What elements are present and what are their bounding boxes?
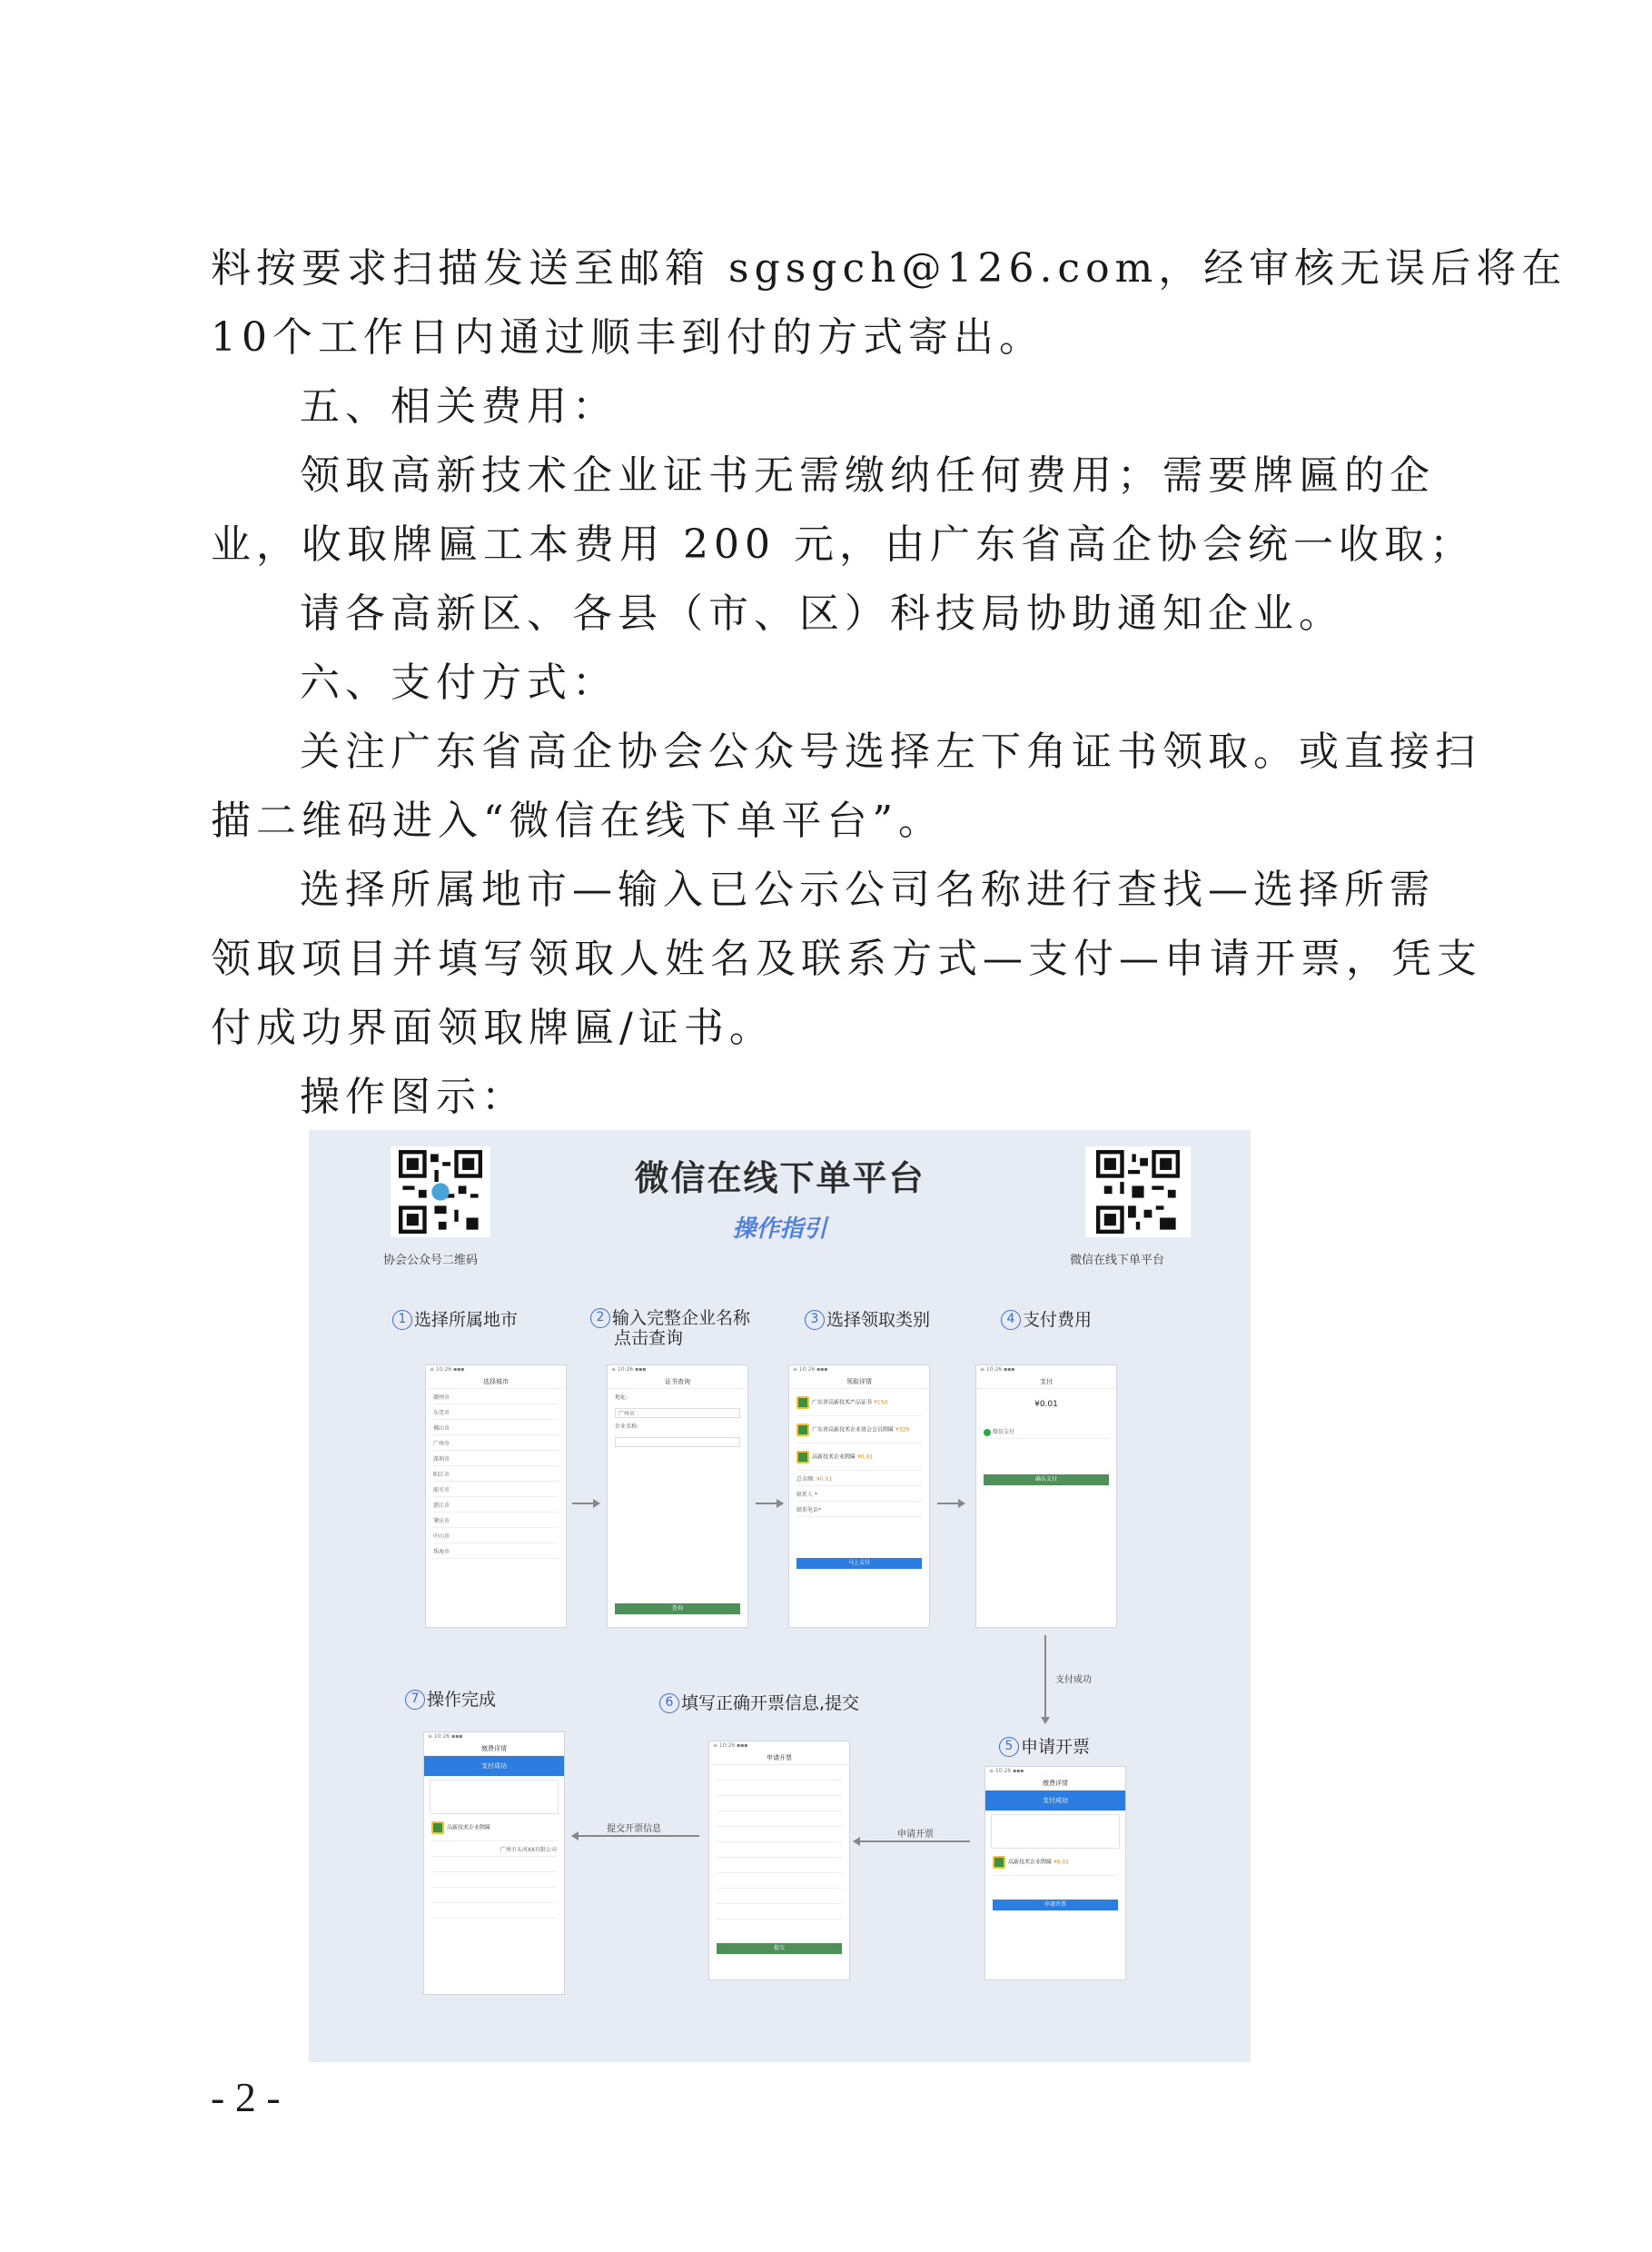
phone-screen-select-category: ≡ 10:26 ▪▪▪ 领取详情 广东省高新技术产品证书 ¥150 广东省高新技术企业协会会员牌匾 ¥320 高新技术企业牌匾 ¥0.01 总金额: ¥0.01 联系人 * 联系电话* 马上支付 bbox=[788, 1364, 930, 1628]
body-line-4: 领取高新技术企业证书无需缴纳任何费用；需要牌匾的企 bbox=[300, 452, 1435, 499]
arrow-left bbox=[854, 1840, 970, 1842]
phone-screen-complete: ≡ 10:26 ▪▪▪ 缴费详情 支付成功 高新技术企业牌匾 广州市天河XX有限公司 bbox=[423, 1731, 565, 1995]
arrow-left bbox=[572, 1835, 699, 1837]
step-7-label: 7 操作完成 bbox=[405, 1690, 496, 1710]
body-line-9: 描二维码进入“微信在线下单平台”。 bbox=[211, 798, 944, 844]
phone-screen-invoice-form: ≡ 10:26 ▪▪▪ 申请开票 提交 bbox=[708, 1741, 850, 1980]
body-line-12: 付成功界面领取牌匾/证书。 bbox=[211, 1005, 775, 1051]
section-heading-payment: 六、支付方式： bbox=[300, 660, 618, 706]
phone-screen-apply-invoice: ≡ 10:26 ▪▪▪ 缴费详情 支付成功 高新技术企业牌匾 ¥0.01 申请开票 bbox=[984, 1766, 1126, 1980]
step-2-label: 2 输入完整企业名称 点击查询 bbox=[590, 1308, 750, 1348]
qr-right-label: 微信在线下单平台 bbox=[1070, 1254, 1165, 1267]
step-6-label: 6 填写正确开票信息,提交 bbox=[659, 1693, 859, 1713]
body-line-1: 料按要求扫描发送至邮箱 sgsgch@126.com，经审核无误后将在 bbox=[211, 245, 1568, 292]
qr-left-label: 协会公众号二维码 bbox=[383, 1254, 479, 1267]
step-4-label: 4 支付费用 bbox=[1001, 1310, 1092, 1330]
arrow-down bbox=[1044, 1635, 1046, 1722]
arrow-right bbox=[937, 1503, 964, 1504]
figure-title: 微信在线下单平台 bbox=[634, 1158, 925, 1198]
section-heading-illustration: 操作图示： bbox=[300, 1074, 527, 1120]
step-3-label: 3 选择领取类别 bbox=[805, 1310, 930, 1330]
step-1-label: 1 选择所属地市 bbox=[392, 1310, 518, 1330]
arrow-right bbox=[572, 1503, 599, 1504]
body-line-8: 关注广东省高企协会公众号选择左下角证书领取。或直接扫 bbox=[300, 729, 1480, 775]
body-line-10: 选择所属地市—输入已公示公司名称进行查找—选择所需 bbox=[300, 867, 1435, 913]
step-5-label: 5 申请开票 bbox=[999, 1737, 1090, 1757]
body-line-2: 10个工作日内通过顺丰到付的方式寄出。 bbox=[211, 314, 1044, 361]
arrow-label-submit-invoice: 提交开票信息 bbox=[607, 1824, 661, 1834]
body-line-6: 请各高新区、各县（市、区）科技局协助通知企业。 bbox=[300, 590, 1344, 637]
arrow-right bbox=[756, 1503, 783, 1504]
figure-subtitle: 操作指引 bbox=[732, 1215, 827, 1243]
phone-screen-select-city: ≡ 10:26 ▪▪▪ 选择城市 潮州市 东莞市 佛山市 广州市 深圳市 阳江市 韶关市 湛江市 肇庆市 中山市 珠海市 bbox=[425, 1364, 567, 1628]
operation-guide-figure bbox=[309, 1130, 1251, 2062]
arrow-label-apply-invoice: 申请开票 bbox=[897, 1830, 934, 1840]
phone-screen-search: ≡ 10:26 ▪▪▪ 证书查询 地址: 广州市 企业名称: 查询 bbox=[607, 1364, 748, 1628]
body-line-11: 领取项目并填写领取人姓名及联系方式—支付—申请开票，凭支 bbox=[211, 936, 1482, 982]
arrow-label-pay-success: 支付成功 bbox=[1055, 1675, 1092, 1685]
phone-screen-pay: ≡ 10:26 ▪▪▪ 支付 ¥0.01 微信支付 确认支付 bbox=[975, 1364, 1117, 1628]
page-number: - 2 - bbox=[211, 2074, 281, 2120]
section-heading-fees: 五、相关费用： bbox=[300, 383, 618, 430]
body-line-5: 业，收取牌匾工本费用 200 元，由广东省高企协会统一收取； bbox=[211, 521, 1475, 568]
